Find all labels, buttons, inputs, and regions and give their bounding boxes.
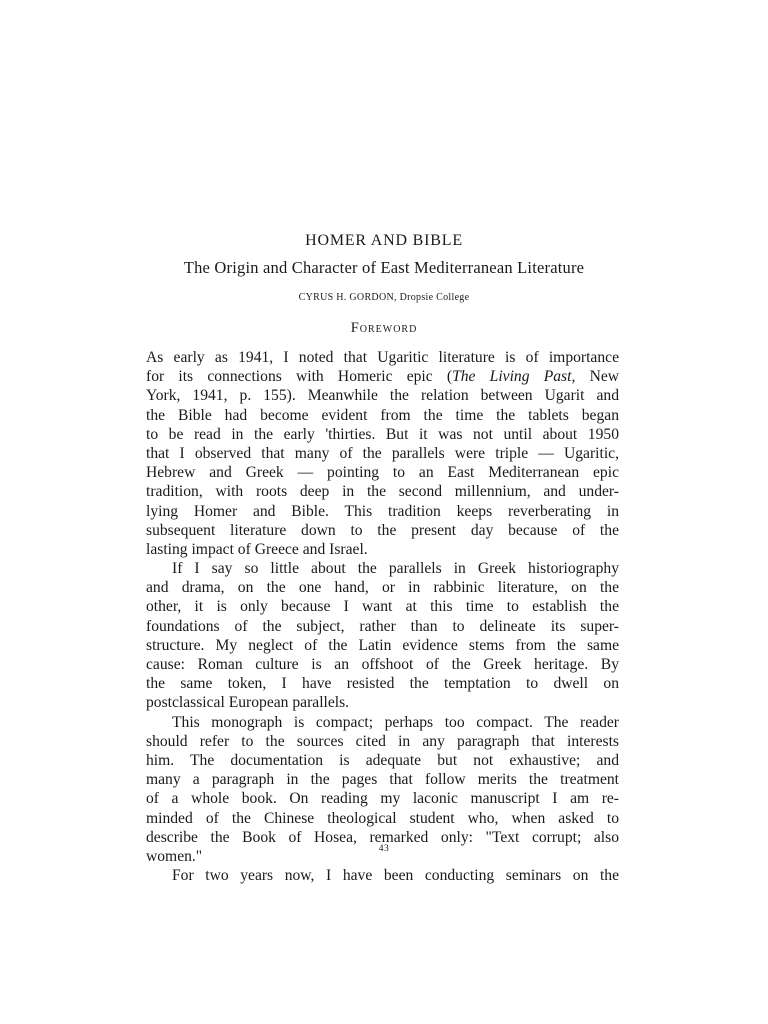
- body-line: subsequent literature down to the present day because of the: [146, 521, 619, 539]
- body-line: of a whole book. On reading my laconic manuscript I am re-: [146, 790, 619, 808]
- body-line: structure. My neglect of the Latin evidence stems from the same: [146, 636, 619, 654]
- body-line: the Bible had become evident from the time the tablets began: [146, 406, 619, 424]
- body-line: many a paragraph in the pages that follow merits the treatment: [146, 771, 619, 789]
- section-heading-foreword: Foreword: [350, 320, 418, 336]
- body-line: Hebrew and Greek — pointing to an East Mediterranean epic: [146, 464, 619, 482]
- italic-citation: The Living Past,: [452, 368, 576, 386]
- article-title: HOMER AND BIBLE: [305, 232, 463, 249]
- author-affiliation: CYRUS H. GORDON, Dropsie College: [298, 292, 470, 303]
- body-line: and drama, on the one hand, or in rabbinic literature, on the: [146, 579, 619, 597]
- page-number: 43: [378, 844, 390, 854]
- body-line: other, it is only because I want at this time to establish the: [146, 598, 619, 616]
- body-line: that I observed that many of the parallels were triple — Ugaritic,: [146, 444, 619, 462]
- body-line: foundations of the subject, rather than to delineate its super-: [146, 617, 619, 635]
- body-line: lasting impact of Greece and Israel.: [146, 540, 368, 558]
- body-line: describe the Book of Hosea, remarked only: "Text corrupt; also: [146, 828, 619, 846]
- body-text: [146, 348, 619, 885]
- body-line: cause: Roman culture is an offshoot of the Greek heritage. By: [146, 656, 619, 673]
- body-line: him. The documentation is adequate but not exhaustive; and: [146, 751, 619, 769]
- body-line: As early as 1941, I noted that Ugaritic literature is of importance: [146, 349, 619, 366]
- body-line: lying Homer and Bible. This tradition keeps reverberating in: [146, 502, 619, 520]
- article-subtitle: The Origin and Character of East Mediterranean Literature: [183, 258, 585, 277]
- body-line: the same token, I have resisted the temptation to dwell on: [146, 675, 619, 693]
- text-run: for its connections with Homeric epic (: [146, 368, 453, 386]
- body-line: tradition, with roots deep in the second millennium, and under-: [146, 483, 619, 501]
- body-line: postclassical European parallels.: [146, 694, 350, 712]
- text-run: New: [575, 368, 620, 386]
- body-line: For two years now, I have been conducting seminars on the: [172, 867, 619, 885]
- body-line: This monograph is compact; perhaps too compact. The reader: [172, 713, 619, 731]
- body-line: minded of the Chinese theological student who, when asked to: [146, 809, 619, 827]
- body-line: women.": [146, 847, 203, 865]
- body-line: York, 1941, p. 155). Meanwhile the relation between Ugarit and: [146, 387, 619, 405]
- body-line: should refer to the sources cited in any paragraph that interests: [146, 732, 619, 750]
- body-line: to be read in the early 'thirties. But it was not until about 1950: [146, 425, 619, 443]
- body-line: [146, 367, 619, 386]
- body-line: If I say so little about the parallels in Greek historiography: [172, 560, 619, 578]
